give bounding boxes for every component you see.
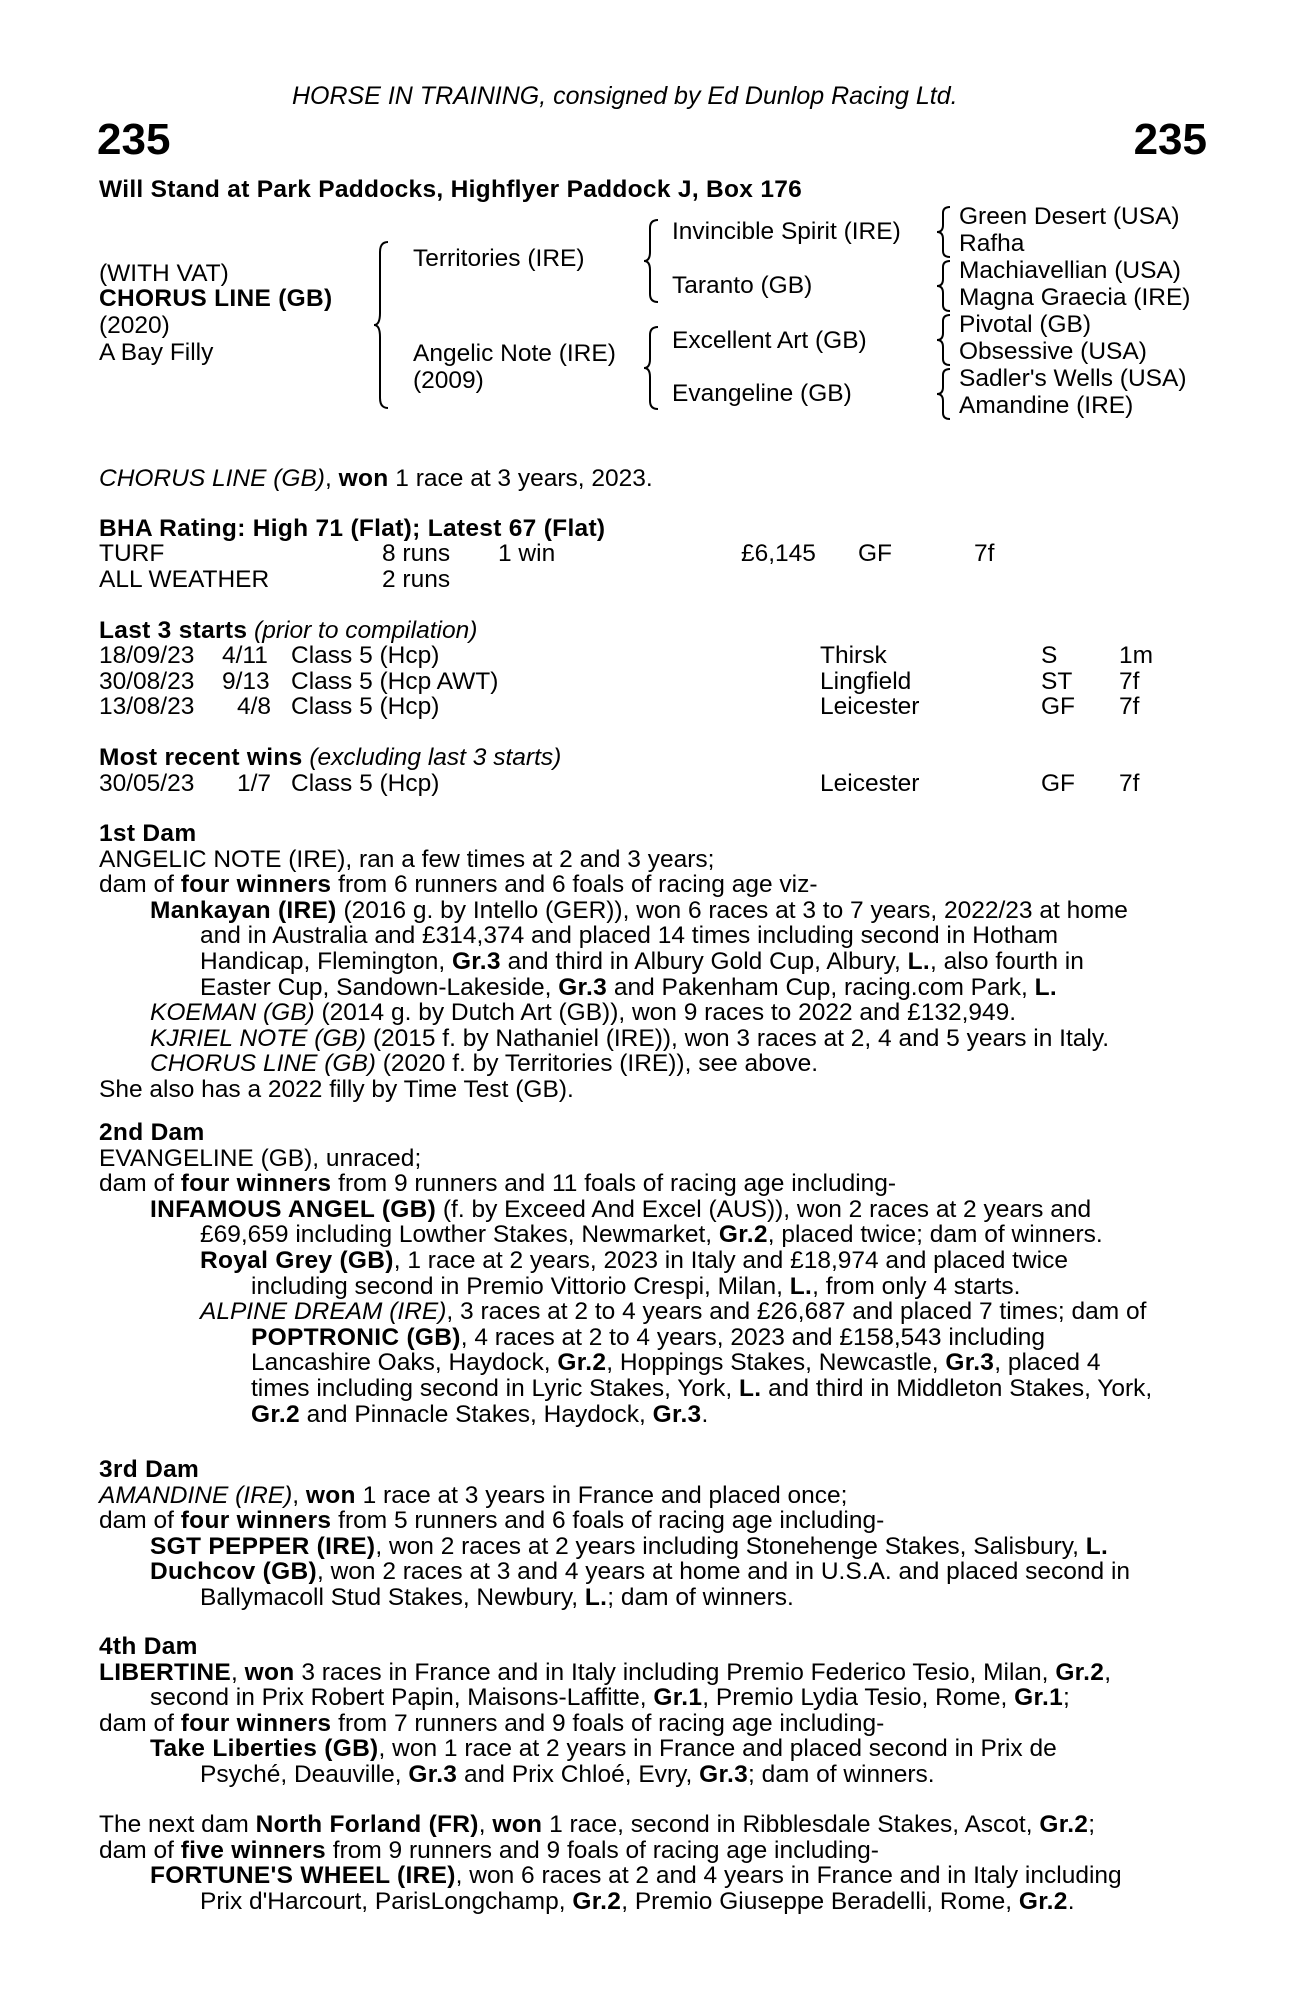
text: (2020 f. by Territories (IRE)), see above. bbox=[375, 1050, 819, 1078]
run-going: GF bbox=[1041, 693, 1076, 720]
dam-name: North Forland (FR) bbox=[255, 1811, 479, 1838]
run-class: Class 5 (Hcp AWT) bbox=[291, 668, 499, 695]
produce-entry-cont bbox=[99, 1350, 1207, 1376]
produce-entry bbox=[99, 1325, 1207, 1351]
produce-entry-cont bbox=[99, 1402, 1207, 1428]
dam-name: LIBERTINE bbox=[99, 1658, 232, 1686]
section-heading: 3rd Dam bbox=[99, 1456, 200, 1483]
bracket-horse bbox=[374, 240, 394, 410]
win-course: Leicester bbox=[820, 770, 920, 797]
run-position: 4/11 bbox=[222, 642, 268, 669]
win-distance: 7f bbox=[1119, 770, 1140, 797]
winners-count: four winners bbox=[180, 871, 332, 899]
sire-sire: Invincible Spirit (IRE) bbox=[672, 218, 901, 245]
text: Handicap, Flemington, bbox=[200, 947, 452, 975]
dam-name: AMANDINE (IRE) bbox=[99, 1481, 293, 1509]
winners-count: four winners bbox=[180, 1507, 332, 1535]
win-date: 30/05/23 bbox=[99, 770, 195, 797]
produce-entry-cont bbox=[99, 1222, 1207, 1248]
text: . bbox=[701, 1400, 709, 1428]
produce-entry bbox=[99, 1051, 1207, 1077]
dam-intro-cont bbox=[99, 1685, 1207, 1711]
run-course: Thirsk bbox=[820, 642, 887, 669]
text: (2015 f. by Nathaniel (IRE)), won 3 races at 2, 4 and 5 years in Italy. bbox=[366, 1024, 1110, 1052]
lot-number-left: 235 bbox=[97, 115, 171, 164]
won: won bbox=[492, 1811, 543, 1838]
text: Psyché, Deauville, bbox=[200, 1760, 409, 1788]
granddam-line-7: Sadler's Wells (USA) bbox=[959, 365, 1187, 392]
text: , 4 races at 2 to 4 years, 2023 and £158,543 including bbox=[460, 1323, 1046, 1351]
produce-name: FORTUNE'S WHEEL (IRE) bbox=[150, 1862, 456, 1890]
turf-runs: 8 runs bbox=[382, 540, 451, 567]
bracket-g3 bbox=[936, 313, 954, 367]
recent-title: Most recent wins bbox=[99, 744, 303, 771]
produce-entry-cont bbox=[99, 1762, 1207, 1788]
text: from 7 runners and 9 foals of racing age including- bbox=[331, 1709, 885, 1737]
fourth-dam-section bbox=[99, 1634, 1207, 1788]
granddam-line-3: Machiavellian (USA) bbox=[959, 257, 1181, 284]
turf-going: GF bbox=[858, 540, 893, 567]
won: won bbox=[305, 1481, 356, 1509]
run-going: ST bbox=[1041, 668, 1073, 695]
grade: L. bbox=[789, 1272, 813, 1300]
recent-heading bbox=[99, 745, 561, 771]
run-distance: 1m bbox=[1119, 642, 1154, 669]
text: , won 2 races at 3 and 4 years at home and in U.S.A. and placed second in bbox=[316, 1558, 1131, 1586]
text: , from only 4 starts. bbox=[812, 1272, 1021, 1300]
text: dam of bbox=[99, 1836, 181, 1864]
dam-intro bbox=[99, 1812, 1207, 1838]
win-going: GF bbox=[1041, 770, 1076, 797]
text: and Pinnacle Stakes, Haydock, bbox=[299, 1400, 653, 1428]
text: Easter Cup, Sandown-Lakeside, bbox=[200, 973, 559, 1001]
grade: Gr.3 bbox=[558, 973, 608, 1001]
grade: Gr.3 bbox=[945, 1349, 995, 1377]
text: Ballymacoll Stud Stakes, Newbury, bbox=[200, 1583, 585, 1611]
dam-also: She also has a 2022 filly by Time Test (GB). bbox=[99, 1075, 574, 1103]
produce-entry bbox=[99, 1000, 1207, 1026]
text: from 6 runners and 6 foals of racing age viz- bbox=[331, 871, 818, 899]
race-summary bbox=[99, 466, 653, 492]
sire-dam: Taranto (GB) bbox=[672, 272, 813, 299]
text: including second in Premio Vittorio Crespi, Milan, bbox=[251, 1272, 790, 1300]
text: 1 race, second in Ribblesdale Stakes, Ascot, bbox=[542, 1811, 1040, 1838]
produce-name: Duchcov (GB) bbox=[150, 1558, 317, 1586]
text: dam of bbox=[99, 1709, 181, 1737]
grade: L. bbox=[584, 1583, 608, 1611]
granddam-line-2: Rafha bbox=[959, 230, 1025, 257]
summary-comma: , bbox=[324, 465, 339, 492]
produce-entry-cont bbox=[99, 1274, 1207, 1300]
granddam-line-8: Amandine (IRE) bbox=[959, 392, 1134, 419]
text: ; dam of winners. bbox=[607, 1583, 794, 1611]
recent-note: (excluding last 3 starts) bbox=[302, 744, 562, 771]
text: second in Prix Robert Papin, Maisons-Laffitte, bbox=[150, 1684, 654, 1712]
produce-entry bbox=[99, 1534, 1207, 1560]
produce-entry-cont bbox=[99, 949, 1207, 975]
dam-of-line bbox=[99, 872, 1207, 898]
dam-intro bbox=[99, 1660, 1207, 1686]
last3-title: Last 3 starts bbox=[99, 617, 248, 644]
text: and Prix Chloé, Evry, bbox=[457, 1760, 700, 1788]
run-distance: 7f bbox=[1119, 668, 1140, 695]
text: (2016 g. by Intello (GER)), won 6 races at 3 to 7 years, 2022/23 at home bbox=[336, 896, 1128, 924]
dam-intro: EVANGELINE (GB), unraced; bbox=[99, 1144, 422, 1172]
section-heading: 4th Dam bbox=[99, 1633, 198, 1660]
text: from 5 runners and 6 foals of racing age including- bbox=[331, 1507, 885, 1535]
text: ; dam of winners. bbox=[748, 1760, 935, 1788]
horse-sex: A Bay Filly bbox=[99, 339, 214, 366]
grade: Gr.3 bbox=[699, 1760, 749, 1788]
granddam-line-4: Magna Graecia (IRE) bbox=[959, 284, 1191, 311]
run-course: Leicester bbox=[820, 693, 920, 720]
grade: Gr.2 bbox=[1039, 1811, 1089, 1838]
horse-name: CHORUS LINE (GB) bbox=[99, 285, 333, 312]
third-dam-section bbox=[99, 1457, 1207, 1611]
stable-location: Will Stand at Park Paddocks, Highflyer Paddock J, Box 176 bbox=[99, 176, 803, 203]
section-heading: 1st Dam bbox=[99, 820, 197, 847]
produce-entry bbox=[99, 898, 1207, 924]
text: dam of bbox=[99, 871, 181, 899]
first-dam-section bbox=[99, 821, 1207, 1103]
dam-of-line bbox=[99, 1838, 1207, 1864]
win-class: Class 5 (Hcp) bbox=[291, 770, 440, 797]
granddam-line-5: Pivotal (GB) bbox=[959, 311, 1092, 338]
summary-rest: 1 race at 3 years, 2023. bbox=[388, 465, 653, 492]
produce-entry-cont bbox=[99, 1889, 1207, 1915]
produce-name: POPTRONIC (GB) bbox=[251, 1323, 461, 1351]
grade: Gr.2 bbox=[718, 1221, 768, 1249]
produce-entry bbox=[99, 1299, 1207, 1325]
horse-year: (2020) bbox=[99, 312, 170, 339]
text: , won 2 races at 2 years including Stonehenge Stakes, Salisbury, bbox=[375, 1532, 1086, 1560]
dam-sire: Excellent Art (GB) bbox=[672, 327, 867, 354]
text: , won 6 races at 2 and 4 years in France and in Italy including bbox=[455, 1862, 1122, 1890]
run-date: 13/08/23 bbox=[99, 693, 195, 720]
text: , Hoppings Stakes, Newcastle, bbox=[606, 1349, 946, 1377]
win-position: 1/7 bbox=[237, 770, 272, 797]
grade: Gr.3 bbox=[652, 1400, 702, 1428]
summary-won: won bbox=[338, 465, 389, 492]
bracket-g4 bbox=[936, 367, 954, 421]
won: won bbox=[244, 1658, 295, 1686]
run-course: Lingfield bbox=[820, 668, 912, 695]
dam-of-line bbox=[99, 1508, 1207, 1534]
text: from 9 runners and 11 foals of racing age including- bbox=[331, 1170, 897, 1198]
grade: Gr.2 bbox=[557, 1349, 607, 1377]
dam-of-line bbox=[99, 1171, 1207, 1197]
produce-entry bbox=[99, 1863, 1207, 1889]
text: from 9 runners and 9 foals of racing age including- bbox=[325, 1836, 879, 1864]
text: , bbox=[292, 1481, 306, 1509]
grade: L. bbox=[907, 947, 930, 975]
run-distance: 7f bbox=[1119, 693, 1140, 720]
bracket-g1 bbox=[936, 205, 954, 259]
winners-count: five winners bbox=[180, 1836, 326, 1864]
granddam-line-1: Green Desert (USA) bbox=[959, 203, 1180, 230]
produce-name: Mankayan (IRE) bbox=[150, 896, 337, 924]
aw-runs: 2 runs bbox=[382, 566, 451, 593]
aw-label: ALL WEATHER bbox=[99, 566, 270, 593]
produce-entry bbox=[99, 1026, 1207, 1052]
produce-entry bbox=[99, 1559, 1207, 1585]
produce-entry-cont bbox=[99, 975, 1207, 1001]
produce-name: ALPINE DREAM (IRE) bbox=[200, 1298, 447, 1326]
text: dam of bbox=[99, 1507, 181, 1535]
produce-name: Take Liberties (GB) bbox=[150, 1735, 379, 1763]
run-date: 30/08/23 bbox=[99, 668, 195, 695]
text: and third in Albury Gold Cup, Albury, bbox=[500, 947, 908, 975]
bracket-sire bbox=[644, 218, 664, 308]
text: , bbox=[478, 1811, 493, 1838]
text: ; bbox=[1088, 1811, 1096, 1838]
grade: L. bbox=[738, 1374, 762, 1402]
sire: Territories (IRE) bbox=[413, 245, 585, 272]
second-dam-section bbox=[99, 1120, 1207, 1427]
turf-label: TURF bbox=[99, 540, 165, 567]
text: £69,659 including Lowther Stakes, Newmarket, bbox=[200, 1221, 719, 1249]
dam-of-line bbox=[99, 1711, 1207, 1737]
consignor-line: HORSE IN TRAINING, consigned by Ed Dunlop Racing Ltd. bbox=[292, 82, 958, 110]
text: Prix d'Harcourt, ParisLongchamp, bbox=[200, 1887, 573, 1915]
winners-count: four winners bbox=[180, 1709, 332, 1737]
text: dam of bbox=[99, 1170, 181, 1198]
turf-prize: £6,145 bbox=[741, 540, 816, 567]
run-position: 9/13 bbox=[222, 668, 270, 695]
text: , bbox=[231, 1658, 245, 1686]
turf-distance: 7f bbox=[974, 540, 995, 567]
text: , 3 races at 2 to 4 years and £26,687 and placed 7 times; dam of bbox=[446, 1298, 1147, 1326]
bracket-dam bbox=[644, 325, 664, 415]
dam-year: (2009) bbox=[413, 367, 484, 394]
text: 3 races in France and in Italy including Premio Federico Tesio, Milan, bbox=[294, 1658, 1056, 1686]
run-class: Class 5 (Hcp) bbox=[291, 642, 440, 669]
dam-dam: Evangeline (GB) bbox=[672, 380, 852, 407]
text: and Pakenham Cup, racing.com Park, bbox=[607, 973, 1035, 1001]
text: Lancashire Oaks, Haydock, bbox=[251, 1349, 558, 1377]
bha-rating: BHA Rating: High 71 (Flat); Latest 67 (Flat) bbox=[99, 515, 606, 542]
produce-name: KJRIEL NOTE (GB) bbox=[150, 1024, 367, 1052]
last3-note: (prior to compilation) bbox=[247, 617, 478, 644]
text: (f. by Exceed And Excel (AUS)), won 2 races at 2 years and bbox=[436, 1195, 1092, 1223]
run-position: 4/8 bbox=[237, 693, 272, 720]
produce-name: INFAMOUS ANGEL (GB) bbox=[150, 1195, 437, 1223]
produce-entry-cont: and in Australia and £314,374 and placed 14 times including second in Hotham bbox=[200, 922, 1059, 950]
run-date: 18/09/23 bbox=[99, 642, 195, 669]
text: and third in Middleton Stakes, York, bbox=[761, 1374, 1153, 1402]
produce-name: Royal Grey (GB) bbox=[200, 1246, 394, 1274]
produce-name: SGT PEPPER (IRE) bbox=[150, 1532, 376, 1560]
produce-entry bbox=[99, 1248, 1207, 1274]
grade: Gr.1 bbox=[653, 1684, 703, 1712]
text: . bbox=[1067, 1887, 1075, 1915]
bracket-g2 bbox=[936, 259, 954, 313]
text: , Premio Lydia Tesio, Rome, bbox=[702, 1684, 1015, 1712]
lot-number-right: 235 bbox=[1133, 115, 1207, 164]
text: ; bbox=[1063, 1684, 1070, 1712]
grade: Gr.3 bbox=[451, 947, 501, 975]
text: , Premio Giuseppe Beradelli, Rome, bbox=[621, 1887, 1019, 1915]
text: 1 race at 3 years in France and placed once; bbox=[355, 1481, 848, 1509]
grade: Gr.2 bbox=[251, 1400, 300, 1428]
text: , placed 4 bbox=[994, 1349, 1101, 1377]
summary-name: CHORUS LINE (GB) bbox=[99, 465, 325, 492]
text: , also fourth in bbox=[929, 947, 1084, 975]
produce-entry bbox=[99, 1197, 1207, 1223]
turf-wins: 1 win bbox=[498, 540, 556, 567]
grade: L. bbox=[1085, 1532, 1109, 1560]
grade: Gr.2 bbox=[572, 1887, 622, 1915]
winners-count: four winners bbox=[180, 1170, 332, 1198]
produce-entry bbox=[99, 1736, 1207, 1762]
produce-entry-cont bbox=[99, 1376, 1207, 1402]
grade: Gr.1 bbox=[1014, 1684, 1063, 1712]
run-class: Class 5 (Hcp) bbox=[291, 693, 440, 720]
dam: Angelic Note (IRE) bbox=[413, 340, 616, 367]
produce-name: KOEMAN (GB) bbox=[150, 999, 315, 1027]
granddam-line-6: Obsessive (USA) bbox=[959, 338, 1147, 365]
horse-vat: (WITH VAT) bbox=[99, 260, 229, 287]
grade: L. bbox=[1034, 973, 1058, 1001]
run-going: S bbox=[1041, 642, 1058, 669]
produce-name: CHORUS LINE (GB) bbox=[150, 1050, 376, 1078]
text: , placed twice; dam of winners. bbox=[767, 1221, 1103, 1249]
last3-heading bbox=[99, 618, 477, 644]
text: , bbox=[1104, 1658, 1111, 1686]
text: , won 1 race at 2 years in France and placed second in Prix de bbox=[378, 1735, 1057, 1763]
next-dam-section bbox=[99, 1812, 1207, 1914]
text: , 1 race at 2 years, 2023 in Italy and £18,974 and placed twice bbox=[393, 1246, 1068, 1274]
produce-entry-cont bbox=[99, 1585, 1207, 1611]
dam-intro: ANGELIC NOTE (IRE), ran a few times at 2 and 3 years; bbox=[99, 845, 715, 873]
text: times including second in Lyric Stakes, York, bbox=[251, 1374, 739, 1402]
text: The next dam bbox=[99, 1811, 256, 1838]
text: (2014 g. by Dutch Art (GB)), won 9 races to 2022 and £132,949. bbox=[314, 999, 1017, 1027]
grade: Gr.2 bbox=[1055, 1658, 1105, 1686]
section-heading: 2nd Dam bbox=[99, 1119, 205, 1146]
grade: Gr.3 bbox=[408, 1760, 458, 1788]
grade: Gr.2 bbox=[1018, 1887, 1068, 1915]
dam-intro bbox=[99, 1483, 1207, 1509]
